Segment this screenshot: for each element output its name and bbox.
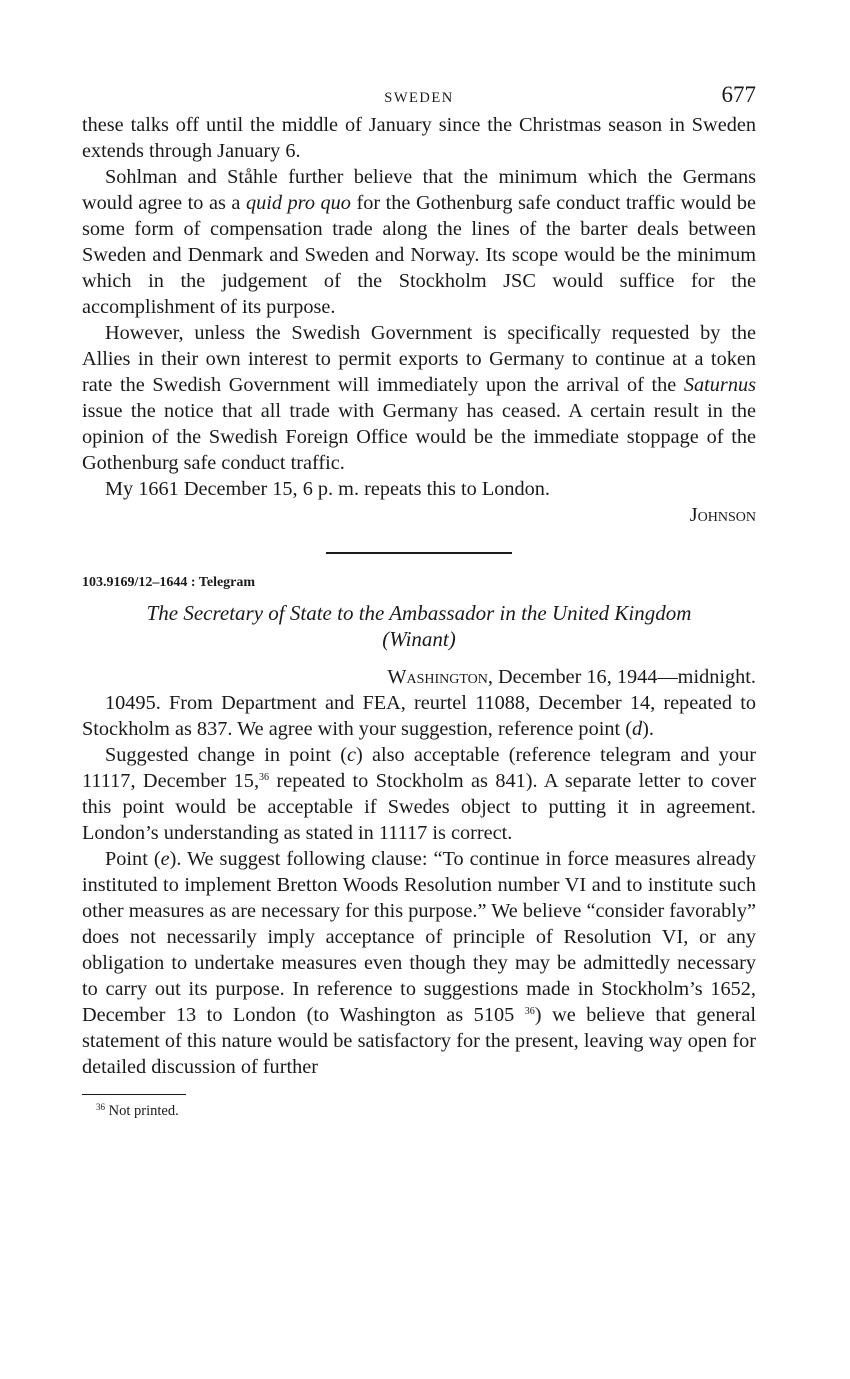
doc2-paragraph-3: Point (e). We suggest following clause: “To continue in force measures already instituted to implement Bretton Woods Resolution number VI and to institute such other measures as are necessary for this purpose.” We believe “consider favorably” does not necessarily imply acceptance of principle of Resolution VI, or any obligation to undertake measures even though they may be admittedly necessary to carry out its purpose. In reference to suggestions made in Stockholm’s 1652, December 13 to London (to Washington as 5105 $^{36}$) we believe that general statement of this nature would be satisfactory for the present, leaving way open for detailed discussion of further [82, 848, 756, 1078]
signature: Johnson [689, 504, 756, 526]
running-header [82, 82, 756, 112]
running-title: SWEDEN [384, 90, 454, 106]
doc1-paragraph-1: these talks off until the middle of January since the Christmas season in Sweden extends through January 6. [82, 114, 756, 162]
doc1-paragraph-4: My 1661 December 15, 6 p. m. repeats this to London. [105, 478, 550, 500]
footnote-rule [82, 1094, 186, 1095]
footnote-ref: 36 [524, 1006, 535, 1017]
footnote-ref: 36 [259, 772, 270, 783]
document-page [82, 82, 756, 1121]
dateline: Washington, December 16, 1944—midnight. [387, 666, 756, 688]
document-heading [82, 600, 756, 652]
page-number: 677 [721, 82, 756, 107]
doc1-paragraph-2: Sohlman and Ståhle further believe that the minimum which the Germans would agree to as a quid pro quo for the Gothenburg safe conduct traffic would be some form of compensation trade along the lines of the barter deals between Sweden and Denmark and Sweden and Norway. Its scope would be the minimum which in the judgement of the Stockholm JSC would suffice for the accomplishment of its purpose. [82, 166, 756, 318]
doc1-paragraph-3: However, unless the Swedish Government is specifically requested by the Allies in their own interest to permit exports to Germany to continue at a token rate the Swedish Government will immediately upon the arrival of the Saturnus issue the notice that all trade with Germany has ceased. A certain result in the opinion of the Swedish Foreign Office would be the immediate stoppage of the Gothenburg safe conduct traffic. [82, 322, 756, 474]
doc2-paragraph-1: 10495. From Department and FEA, reurtel 11088, December 14, repeated to Stockholm as 837. We agree with your suggestion, reference point (d). [82, 692, 756, 740]
heading-line-1: The Secretary of State to the Ambassador in the United Kingdom [146, 601, 692, 625]
footnote: $^{36}$ Not printed. [96, 1102, 179, 1119]
file-number: 103.9169/12–1644 : Telegram [82, 575, 256, 590]
heading-line-2: (Winant) [382, 627, 456, 651]
doc2-paragraph-2: Suggested change in point (c) also acceptable (reference telegram and your 11117, December 15,36 repeated to Stockholm as 841). A separate letter to cover this point would be acceptable if Swedes object to putting it in agreement. London’s understanding as stated in 11117 is correct. [82, 744, 756, 844]
section-divider [326, 552, 512, 554]
